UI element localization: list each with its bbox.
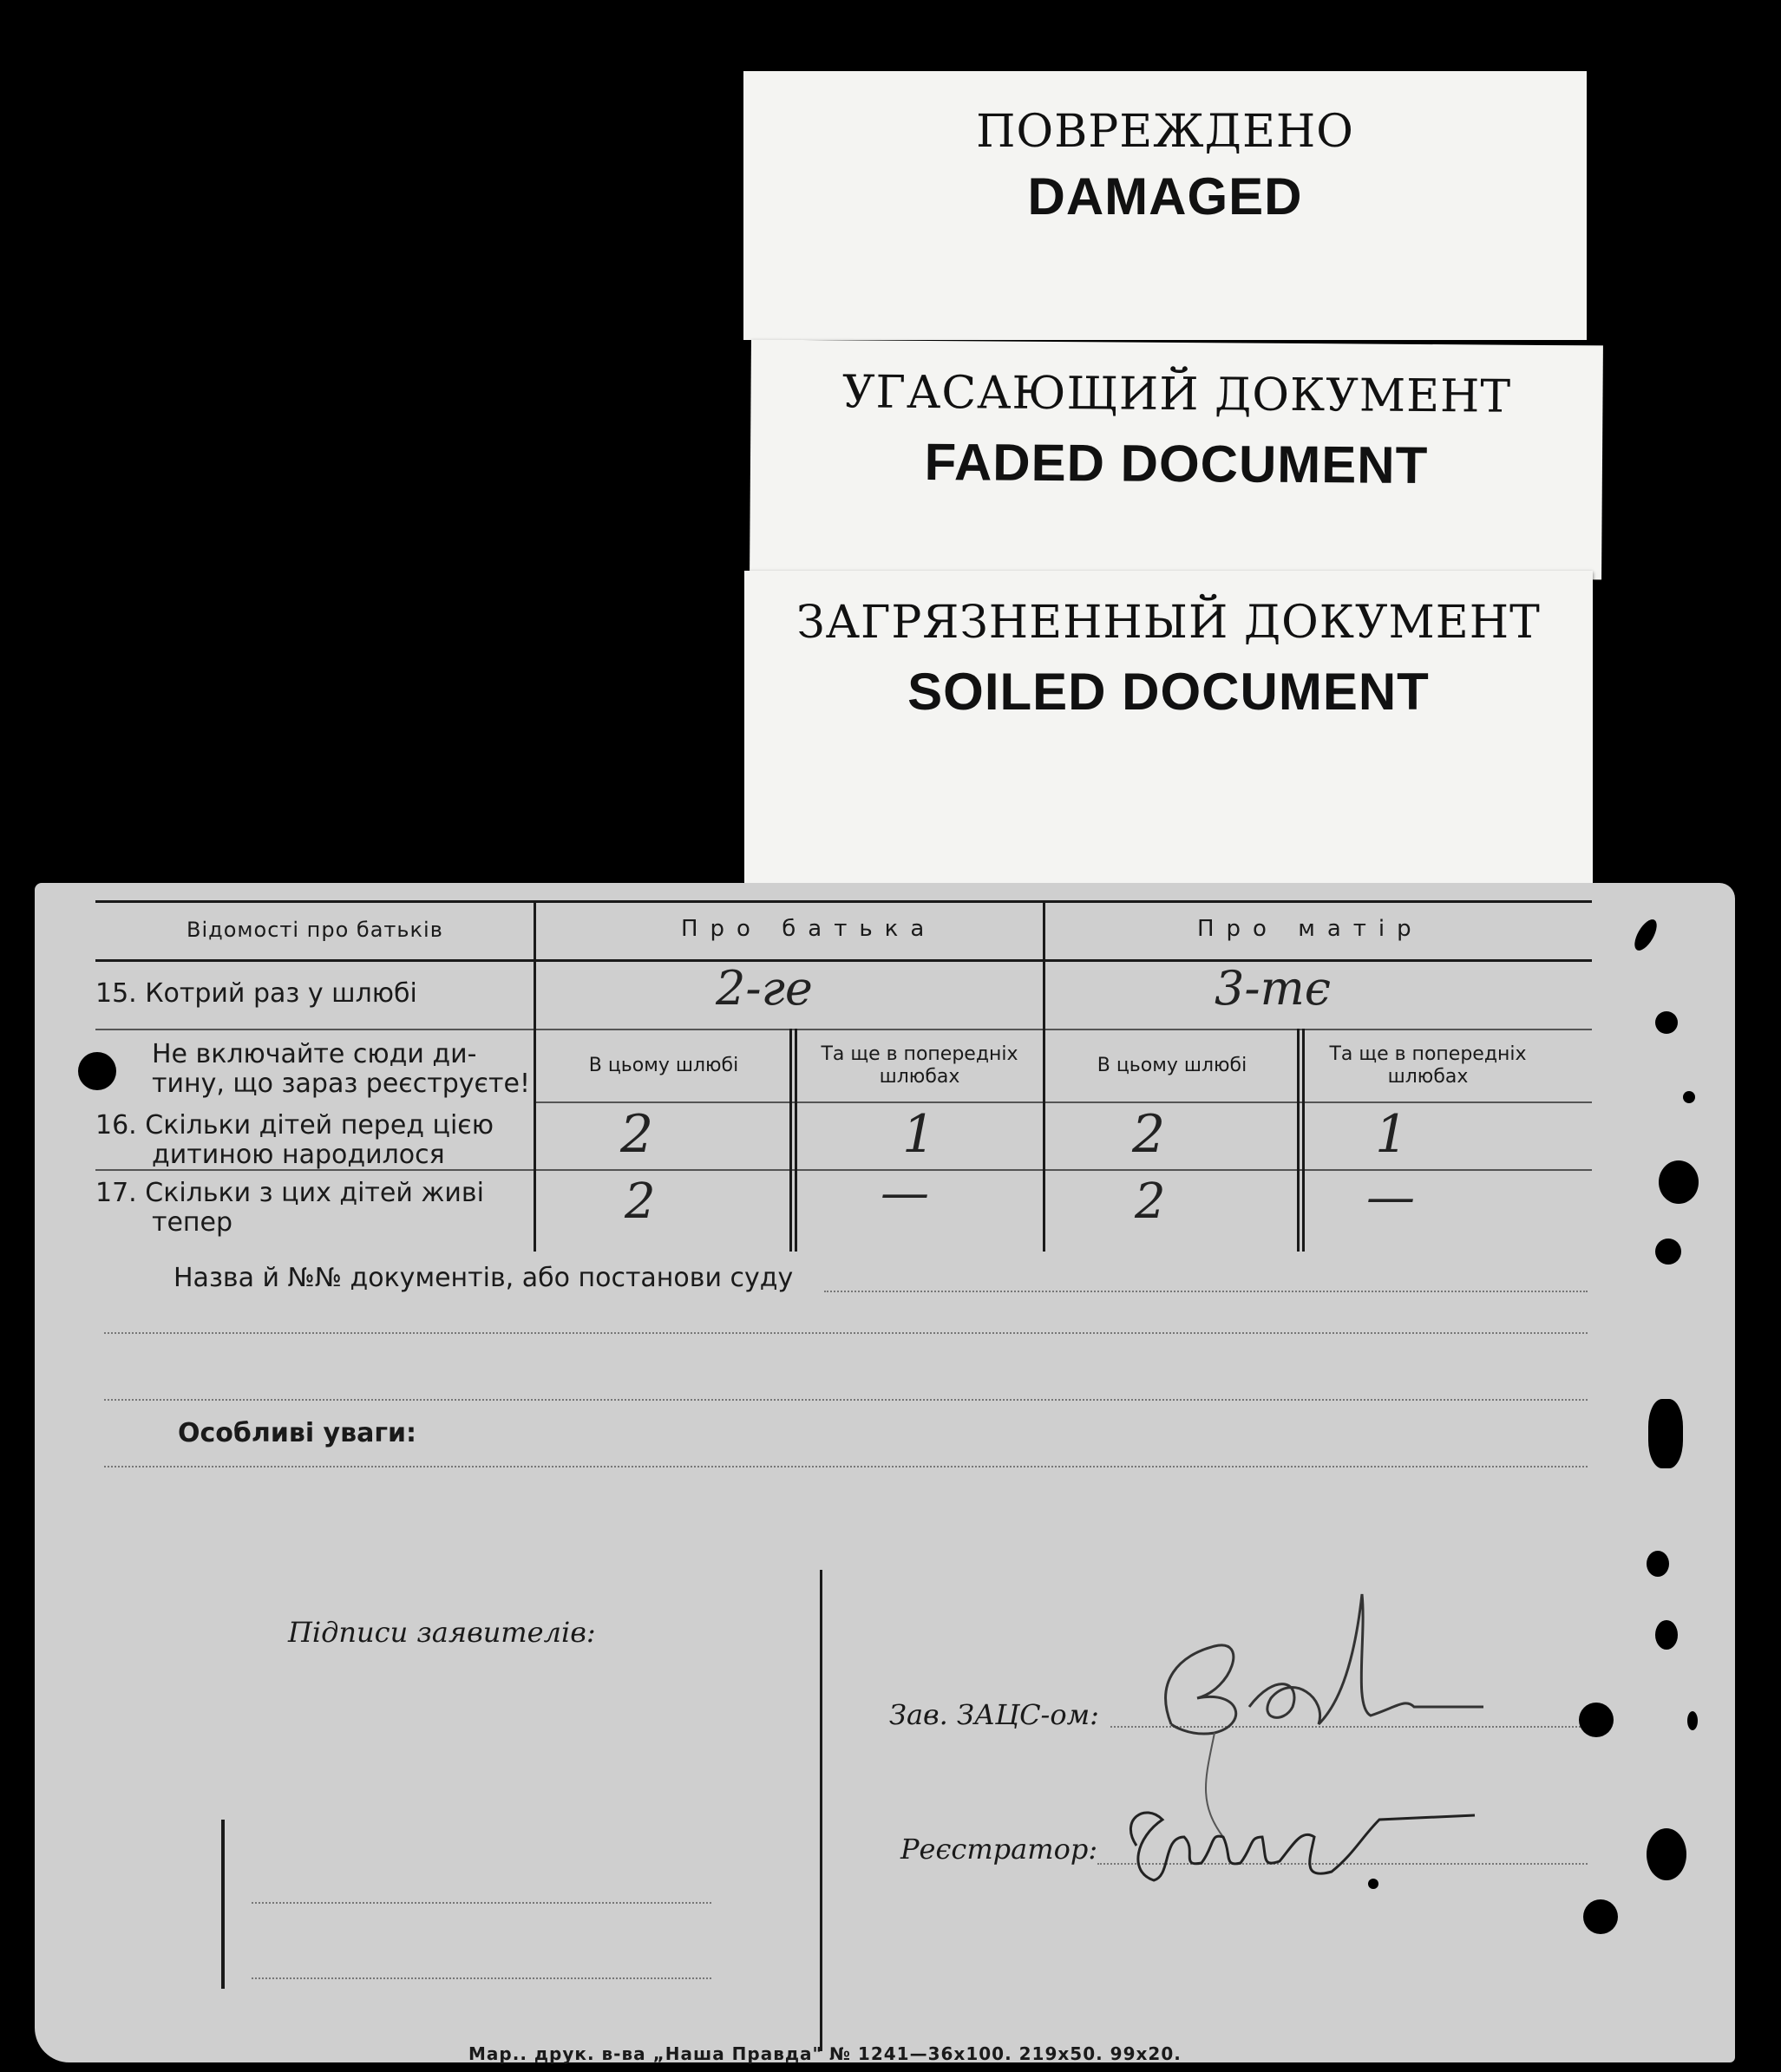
special-notes-label: Особливі уваги: [178, 1418, 417, 1448]
table-header-border [95, 959, 1592, 962]
row16-line2: дитиною народилося [152, 1140, 445, 1170]
form-sheet [35, 883, 1735, 2062]
row15-mother-value: 3-тє [1215, 961, 1332, 1016]
soiled-card [744, 571, 1593, 883]
documents-label: Назва й №№ документів, або постанови суду [174, 1263, 794, 1293]
row17-mother-previous: — [1366, 1169, 1415, 1226]
punch-hole-right-2 [1655, 1011, 1678, 1034]
head-zags-label: Зав. ЗАЦС-ом: [889, 1698, 1099, 1731]
ink-dot [1368, 1879, 1378, 1889]
row16-line1: 16. Скільки дітей перед цією [95, 1110, 494, 1141]
punch-hole-right-10 [1687, 1711, 1698, 1730]
header-parents-info: Відомості про батьків [187, 918, 443, 942]
punch-hole-right-4 [1659, 1160, 1699, 1204]
damaged-ru-label: ПОВРЕЖДЕНО [976, 106, 1354, 158]
punch-hole-right-5 [1655, 1239, 1681, 1265]
faded-card [750, 340, 1603, 580]
subheader-border [534, 1101, 1592, 1103]
col-divider-1 [534, 900, 536, 1252]
applicant-signature-line-2 [252, 1977, 711, 1979]
signature-divider [820, 1570, 822, 2051]
applicants-signatures-label: Підписи заявителів: [288, 1616, 596, 1649]
faded-en-label: FADED DOCUMENT [924, 432, 1429, 495]
punch-hole-left [78, 1052, 116, 1090]
row15-border [95, 1029, 1592, 1030]
subheader-father-current: В цьому шлюбі [588, 1055, 739, 1076]
row17-line2: тепер [152, 1207, 233, 1238]
subheader-father-previous-line1: Та ще в попередніх [821, 1043, 1018, 1065]
header-mother: Про матір [1197, 916, 1424, 942]
row16-father-current: 2 [620, 1104, 654, 1165]
row17-father-current: 2 [625, 1173, 656, 1230]
subheader-mother-current: В цьому шлюбі [1097, 1055, 1247, 1076]
registrar-label: Реєстратор: [900, 1833, 1098, 1866]
subheader-father-previous-line2: шлюбах [879, 1066, 960, 1088]
soiled-en-label: SOILED DOCUMENT [907, 663, 1430, 721]
signature-bracket [221, 1820, 225, 1989]
printer-footer: Мар.. друк. в-ва „Наша Правда" № 1241—36х100. 219х50. 99х20. [468, 2043, 1182, 2064]
applicant-signature-line-1 [252, 1902, 711, 1904]
note-line1: Не включайте сюди ди- [152, 1039, 477, 1069]
punch-hole-right-3 [1683, 1091, 1695, 1103]
registrar-signature [1102, 1785, 1483, 1898]
punch-hole-right-8 [1655, 1620, 1678, 1650]
damaged-en-label: DAMAGED [1027, 167, 1303, 226]
punch-hole-right-7 [1647, 1551, 1669, 1577]
punch-hole-right-9 [1579, 1703, 1614, 1737]
table-top-border [95, 900, 1592, 903]
punch-hole-right-1 [1630, 916, 1661, 954]
row17-father-previous: — [881, 1165, 929, 1221]
damaged-card [743, 71, 1587, 340]
punch-hole-right-11 [1647, 1828, 1686, 1880]
row16-father-previous: 1 [902, 1104, 936, 1165]
punch-hole-right-12 [1583, 1899, 1618, 1934]
row15-label: 15. Котрий раз у шлюбі [95, 978, 417, 1009]
header-father: Про батька [681, 916, 937, 942]
row17-mother-current: 2 [1135, 1173, 1166, 1230]
col-divider-2 [1043, 900, 1045, 1252]
col-divider-father-sub-double [795, 1029, 797, 1252]
documents-fill-line-3 [104, 1399, 1588, 1401]
punch-hole-right-6 [1648, 1399, 1683, 1468]
note-line2: тину, що зараз реєструєте! [152, 1069, 530, 1099]
col-divider-mother-sub-double [1302, 1029, 1305, 1252]
row16-mother-previous: 1 [1375, 1104, 1409, 1165]
soiled-ru-label: ЗАГРЯЗНЕННЫЙ ДОКУМЕНТ [796, 597, 1541, 649]
row15-father-value: 2-ге [716, 961, 813, 1016]
faded-ru-label: УГАСАЮЩИЙ ДОКУМЕНТ [841, 366, 1512, 423]
col-divider-father-sub [789, 1029, 792, 1252]
subheader-mother-previous-line1: Та ще в попередніх [1329, 1043, 1527, 1065]
row17-line1: 17. Скільки з цих дітей живі [95, 1178, 484, 1208]
row16-mother-current: 2 [1132, 1104, 1166, 1165]
subheader-mother-previous-line2: шлюбах [1387, 1066, 1469, 1088]
documents-fill-line [824, 1291, 1588, 1292]
special-notes-line [104, 1466, 1588, 1467]
documents-fill-line-2 [104, 1332, 1588, 1334]
